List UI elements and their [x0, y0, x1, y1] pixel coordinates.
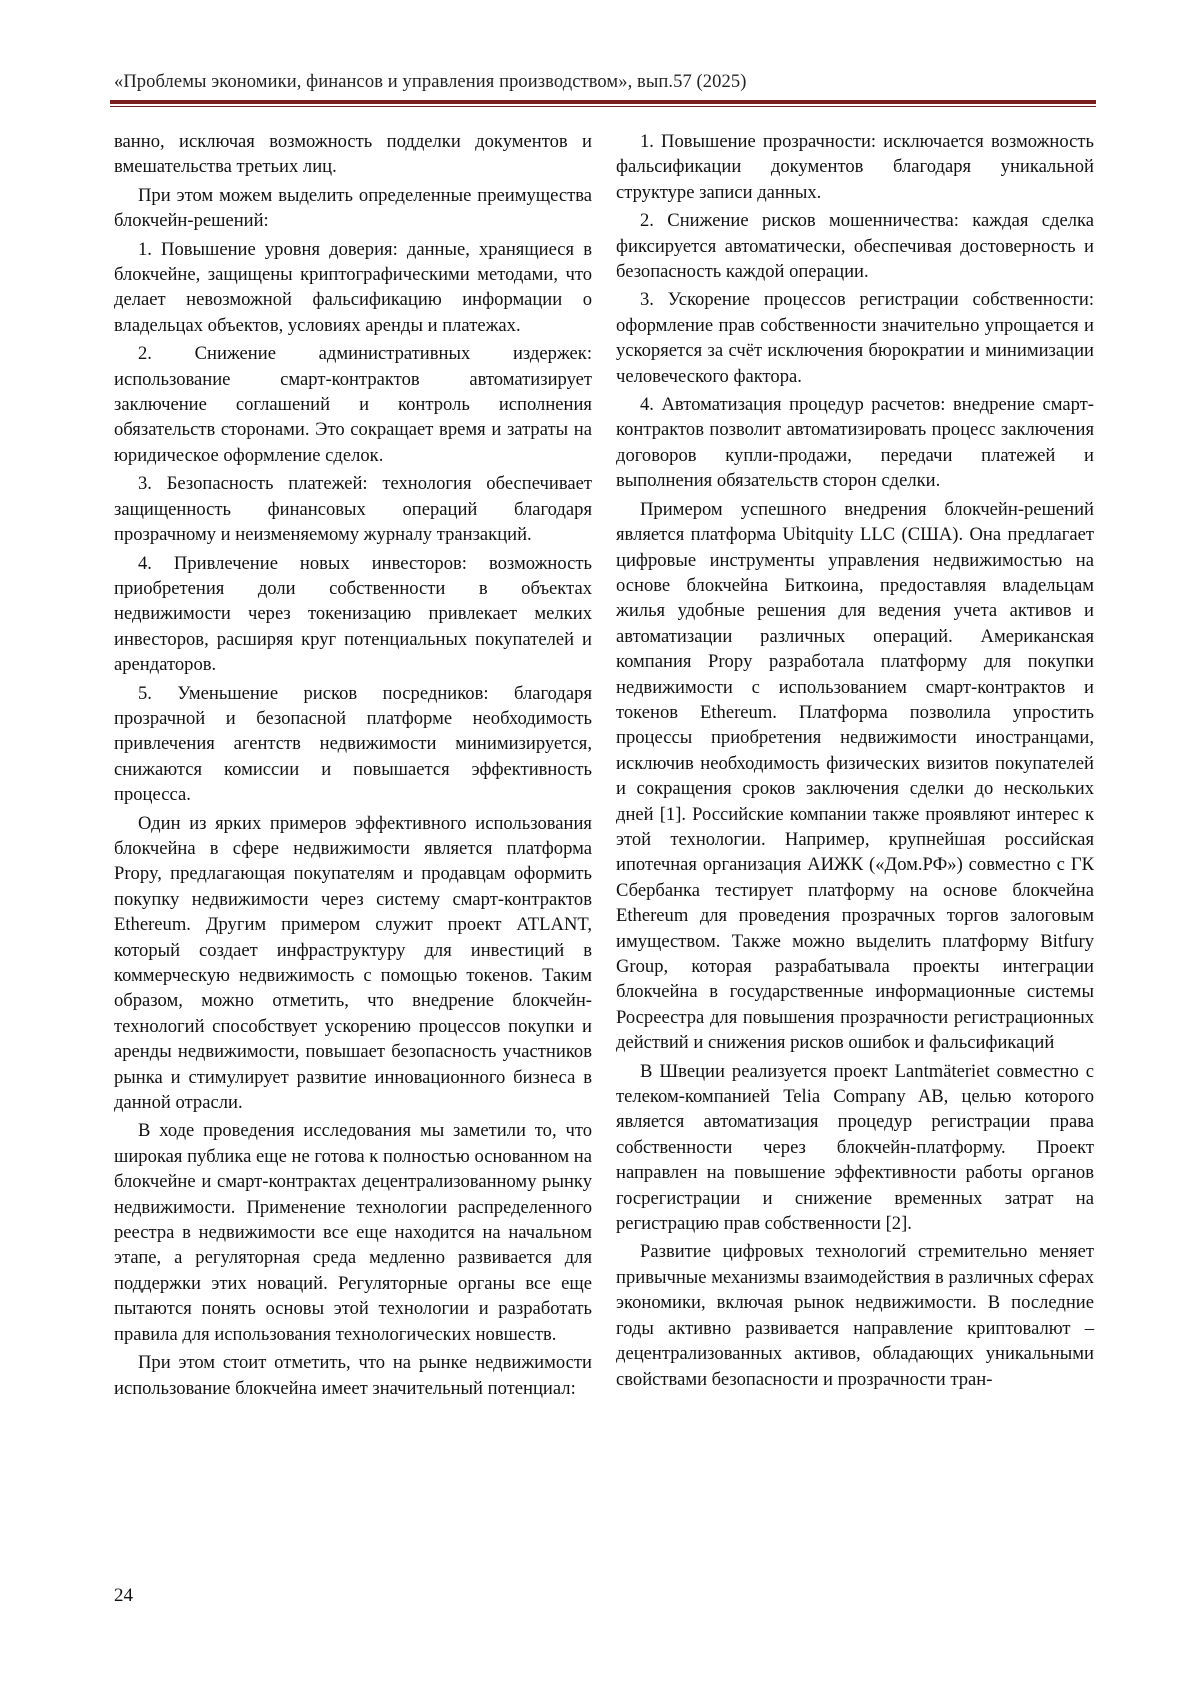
paragraph: Примером успешного внедрения блокчейн-решений является платформа Ubitquity LLC (США). Она предлагает цифровые инструменты управления недвижимостью на основе блокчейна Биткоина, предоставляя владельцам жилья удобные решения для ведения учета активов и автоматизации различных операций. Американская компания Propy разработала платформу для покупки недвижимости с использованием смарт-контрактов и токенов Ethereum. Платформа позволила упростить процессы приобретения недвижимости иностранцами, исключив необходимость физических визитов покупателей и сокращения сроков заключения сделки до нескольких дней [1]. Российские компании также проявляют интерес к этой технологии. Например, крупнейшая российская ипотечная организация АИЖК («Дом.РФ») совместно с ГК Сбербанка тестирует платформу на основе блокчейна Ethereum для проведения прозрачных торгов залоговым имуществом. Также можно выделить платформу Bitfury Group, которая разрабатывала проекты интеграции блокчейна в государственные информационные системы Росреестра для повышения прозрачности регистрационных действий и снижения рисков ошибок и фальсификаций [616, 498, 1094, 1054]
running-header: «Проблемы экономики, финансов и управления производством», вып.57 (2025) [114, 72, 747, 92]
paragraph: В Швеции реализуется проект Lantmäteriet совместно с телеком-компанией Telia Company AB, целью которого является автоматизация процедур регистрации права собственности через блокчейн-платформу. Проект направлен на повышение эффективности работы органов госрегистрации и снижение временных затрат на регистрацию прав собственности [2]. [616, 1060, 1094, 1235]
list-item: 3. Ускорение процессов регистрации собственности: оформление прав собственности значительно упрощается и ускоряется за счёт исключения бюрократии и минимизации человеческого фактора. [616, 289, 1094, 387]
paragraph: При этом можем выделить определенные преимущества блокчейн-решений: [114, 184, 592, 232]
paragraph: В ходе проведения исследования мы заметили то, что широкая публика еще не готова к полностью основанном на блокчейне и смарт-контрактах децентрализованному рынку недвижимости. Применение технологии распределенного реестра в недвижимости все еще находится на начальном этапе, а регуляторная среда медленно развивается для поддержки этих новаций. Регуляторные органы все еще пытаются понять основы этой технологии и разработать правила для использования технологических новшеств. [114, 1120, 592, 1345]
page-number: 24 [114, 1585, 133, 1606]
list-item: 1. Повышение уровня доверия: данные, хранящиеся в блокчейне, защищены криптографическими методами, что делает невозможной фальсификацию информации о владельцах объектов, условиях аренды и платежах. [114, 238, 592, 336]
paragraph: ванно, исключая возможность подделки документов и вмешательства третьих лиц. [114, 131, 592, 178]
header-rule-thick [110, 100, 1096, 104]
paragraph: Развитие цифровых технологий стремительно меняет привычные механизмы взаимодействия в различных сферах экономики, включая рынок недвижимости. В последние годы активно развивается направление криптовалют – децентрализованных активов, обладающих уникальными свойствами безопасности и прозрачности тран- [616, 1241, 1094, 1390]
list-item: 1. Повышение прозрачности: исключается возможность фальсификации документов благодаря уникальной структуре записи данных. [616, 131, 1094, 203]
list-item: 2. Снижение рисков мошенничества: каждая сделка фиксируется автоматически, обеспечивая достоверность и безопасность каждой операции. [616, 210, 1094, 283]
list-item: 4. Автоматизация процедур расчетов: внедрение смарт-контрактов позволит автоматизировать процесс заключения договоров купли-продажи, передачи платежей и выполнения обязательств сторон сделки. [616, 394, 1094, 492]
list-item: 4. Привлечение новых инвесторов: возможность приобретения доли собственности в объектах недвижимости через токенизацию привлекает мелких инвесторов, расширяя круг потенциальных покупателей и арендаторов. [114, 552, 592, 676]
right-column [616, 129, 1094, 1395]
left-column [114, 129, 592, 1404]
paragraph: При этом стоит отметить, что на рынке недвижимости использование блокчейна имеет значительный потенциал: [114, 1352, 592, 1399]
list-item: 3. Безопасность платежей: технология обеспечивает защищенность финансовых операций благодаря прозрачному и неизменяемому журналу транзакций. [114, 473, 592, 546]
list-item: 2. Снижение административных издержек: использование смарт-контрактов автоматизирует заключение соглашений и контроль исполнения обязательств сторонами. Это сокращает время и затраты на юридическое оформление сделок. [114, 343, 592, 466]
list-item: 5. Уменьшение рисков посредников: благодаря прозрачной и безопасной платформе необходимость привлечения агентств недвижимости минимизируется, снижаются комиссии и повышается эффективность процесса. [114, 682, 592, 806]
paragraph: Один из ярких примеров эффективного использования блокчейна в сфере недвижимости является платформа Propy, предлагающая покупателям и продавцам оформить покупку недвижимости через систему смарт-контрактов Ethereum. Другим примером служит проект ATLANT, который создает инфраструктуру для инвестиций в коммерческую недвижимость с помощью токенов. Таким образом, можно отметить, что внедрение блокчейн-технологий способствует ускорению процессов покупки и аренды недвижимости, повышает безопасность участников рынка и стимулирует развитие инновационного бизнеса в данной отрасли. [114, 812, 592, 1114]
header-rule-thin [110, 106, 1096, 107]
